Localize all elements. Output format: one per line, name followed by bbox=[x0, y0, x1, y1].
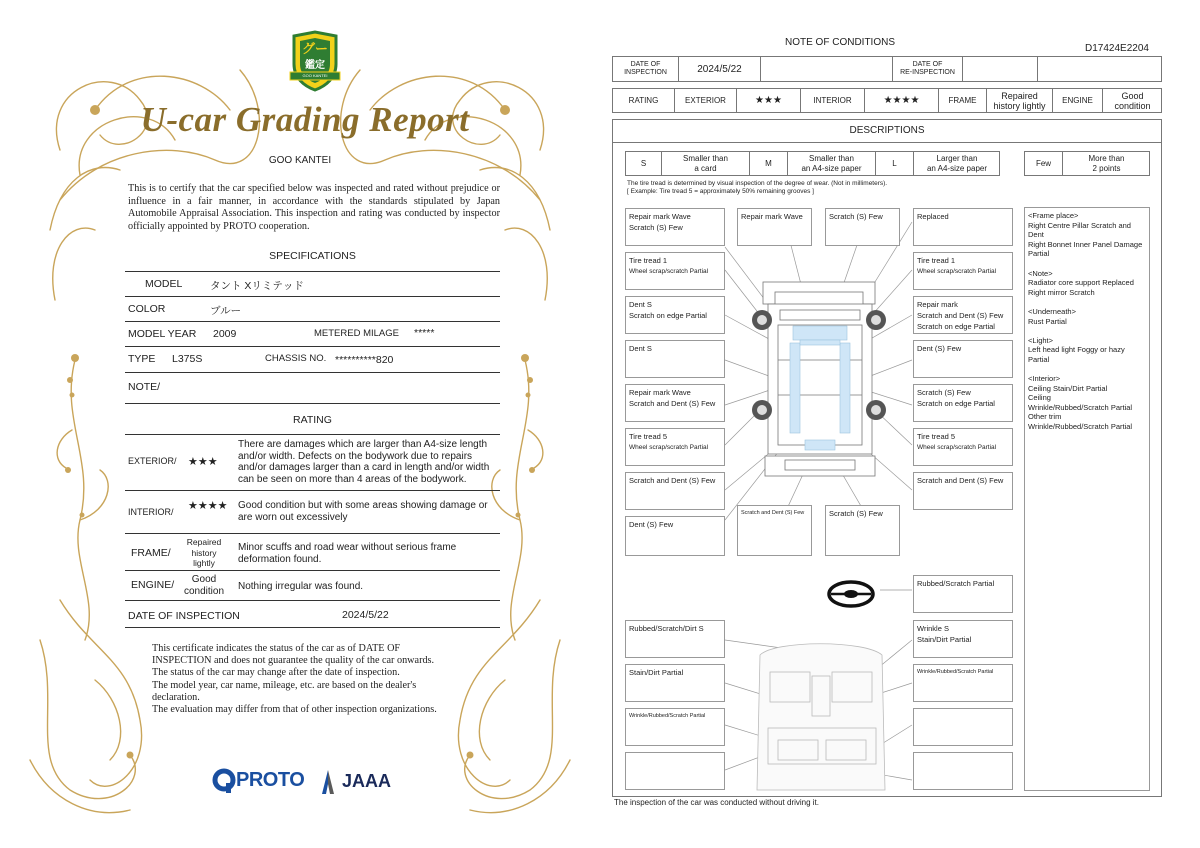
note-box bbox=[913, 296, 1013, 334]
legend-few: Few bbox=[1025, 152, 1063, 175]
legend-line: Smaller than bbox=[683, 154, 728, 163]
footer-line: This certificate indicates the status of the car as of DATE OF bbox=[152, 643, 401, 654]
legend-line: an A4-size paper bbox=[801, 163, 862, 173]
note-line: Scratch (S) Few bbox=[629, 223, 683, 232]
exterior-label: EXTERIOR/ bbox=[128, 456, 177, 466]
summary-line: Wrinkle/Rubbed/Scratch Partial bbox=[1028, 422, 1133, 432]
descriptions-heading: DESCRIPTIONS bbox=[612, 119, 1162, 143]
note-line: Tire tread 5 bbox=[917, 432, 956, 441]
note-line: Wrinkle S bbox=[917, 624, 949, 633]
divider bbox=[125, 490, 500, 491]
footer-line: INSPECTION and does not guarantee the quality of the car onwards. bbox=[152, 655, 435, 667]
badge-ribbon: GOO KANTEI bbox=[302, 73, 328, 78]
note-box: Dent (S) Few bbox=[625, 516, 725, 556]
legend-line: an A4-size paper bbox=[926, 163, 988, 173]
metered-mileage-label: METERED MILAGE bbox=[314, 328, 399, 339]
color-label: COLOR bbox=[128, 303, 166, 315]
rating-heading: RATING bbox=[293, 414, 332, 426]
specifications-heading: SPECIFICATIONS bbox=[269, 250, 356, 262]
note-line: Wheel scrap/scratch Partial bbox=[917, 444, 997, 451]
model-year-label: MODEL YEAR bbox=[128, 328, 197, 340]
summary-line: Ceiling bbox=[1028, 393, 1051, 403]
sheet-title: NOTE OF CONDITIONS bbox=[785, 37, 895, 48]
report-subtitle: GOO KANTEI bbox=[268, 155, 332, 166]
divider bbox=[125, 271, 500, 272]
conditions-summary bbox=[1024, 207, 1150, 791]
note-box bbox=[625, 752, 725, 790]
summary-line: <Interior> bbox=[1028, 374, 1061, 384]
summary-line: <Note> bbox=[1028, 268, 1053, 278]
value-line: history lightly bbox=[993, 100, 1046, 111]
chassis-label: CHASSIS NO. bbox=[265, 353, 327, 364]
note-box bbox=[913, 428, 1013, 466]
note-box: Stain/Dirt Partial bbox=[625, 664, 725, 702]
note-box bbox=[913, 384, 1013, 422]
summary-line: Ceiling Stain/Dirt Partial bbox=[1028, 383, 1108, 393]
chassis-value: **********820 bbox=[335, 354, 394, 366]
frame-value bbox=[180, 537, 228, 569]
interior-stars: ★★★★ bbox=[188, 500, 228, 512]
tire-note-line: The tire tread is determined by visual inspection of the degree of wear. (Not in millimeters). bbox=[627, 180, 888, 187]
note-box bbox=[913, 252, 1013, 290]
jaaa-logo-text: JAAA bbox=[342, 771, 392, 791]
divider bbox=[125, 627, 500, 628]
frame-value-line: Repaired bbox=[186, 537, 222, 547]
model-value: タント Xリミテッド bbox=[210, 280, 304, 292]
model-year-value: 2009 bbox=[213, 328, 237, 340]
engine-value-line: Good bbox=[191, 574, 217, 585]
legend-m: M bbox=[750, 152, 788, 175]
legend-line: More than bbox=[1088, 154, 1125, 163]
note-of-conditions-sheet bbox=[600, 0, 1200, 848]
value-line: Repaired bbox=[1001, 90, 1038, 101]
note-line: Tire tread 1 bbox=[917, 256, 956, 265]
note-line: Wheel scrap/scratch Partial bbox=[917, 268, 997, 275]
divider bbox=[125, 296, 500, 297]
summary-line: Right Bonnet Inner Panel Damage Partial bbox=[1028, 239, 1143, 259]
metered-mileage-value: ***** bbox=[414, 327, 435, 339]
note-box: Rubbed/Scratch/Dirt S bbox=[625, 620, 725, 658]
note-box: Repair mark Wave bbox=[737, 208, 812, 246]
note-box: Scratch and Dent (S) Few bbox=[737, 505, 812, 556]
frame-description: Minor scuffs and road wear without serious frame deformation found. bbox=[238, 542, 457, 565]
note-box: Replaced bbox=[913, 208, 1013, 246]
rating-label: RATING bbox=[613, 89, 675, 112]
interior-stars: ★★★★ bbox=[865, 89, 939, 112]
label-line: INSPECTION bbox=[624, 69, 667, 76]
badge-text-top: グー bbox=[301, 41, 328, 56]
value-line: Good bbox=[1121, 90, 1144, 101]
note-line: Tire tread 5 bbox=[629, 432, 668, 441]
note-box: Dent (S) Few bbox=[913, 340, 1013, 378]
note-box: Rubbed/Scratch Partial bbox=[913, 575, 1013, 613]
summary-line: Wrinkle/Rubbed/Scratch Partial bbox=[1028, 402, 1133, 412]
note-line: Repair mark Wave bbox=[629, 212, 691, 221]
note-box: Scratch (S) Few bbox=[825, 208, 900, 246]
footer-line: declaration. bbox=[152, 691, 200, 703]
type-value: L375S bbox=[172, 353, 203, 365]
report-title: U-car Grading Report bbox=[140, 100, 470, 139]
note-line: Wheel scrap/scratch Partial bbox=[629, 444, 709, 451]
footer-line: The model year, car name, mileage, etc. are based on the dealer's bbox=[152, 679, 417, 691]
summary-line: <Underneath> bbox=[1028, 306, 1076, 316]
summary-line: <Light> bbox=[1028, 335, 1054, 345]
note-line: Repair mark Wave bbox=[629, 388, 691, 397]
frame-value-line: lightly bbox=[193, 558, 215, 568]
note-box bbox=[625, 252, 725, 290]
engine-label: ENGINE/ bbox=[131, 579, 175, 591]
summary-line: Right mirror Scratch bbox=[1028, 287, 1095, 297]
footer-line: The evaluation may differ from that of other inspection organizations. bbox=[152, 704, 437, 716]
type-label: TYPE bbox=[128, 353, 156, 365]
frame-label: FRAME/ bbox=[131, 547, 171, 559]
divider bbox=[125, 533, 500, 534]
note-line: Scratch and Dent (S) Few bbox=[629, 399, 716, 408]
certificate-footer bbox=[152, 643, 482, 716]
note-label: NOTE/ bbox=[128, 381, 161, 393]
steering-wheel-icon bbox=[829, 582, 873, 606]
legend-line: 2 points bbox=[1092, 163, 1121, 173]
engine-description: Nothing irregular was found. bbox=[238, 581, 364, 592]
model-label: MODEL bbox=[145, 278, 183, 290]
note-line: Tire tread 1 bbox=[629, 256, 668, 265]
note-line: Dent S bbox=[629, 300, 652, 309]
note-box bbox=[625, 384, 725, 422]
note-box bbox=[625, 208, 725, 246]
note-line: Scratch on edge Partial bbox=[629, 311, 707, 320]
note-box: Scratch (S) Few bbox=[825, 505, 900, 556]
legend-line: Smaller than bbox=[809, 154, 854, 163]
note-line: Wheel scrap/scratch Partial bbox=[629, 268, 709, 275]
value-line: condition bbox=[1114, 100, 1151, 111]
engine-value bbox=[180, 574, 228, 598]
exterior-label: EXTERIOR bbox=[675, 89, 737, 112]
interior-label: INTERIOR bbox=[801, 89, 865, 112]
certificate-intro: This is to certify that the car specified below was inspected and rated without prejudice or influence in a fair manner, in accordance with the standards stipulated by Japan Automobile Appraisal Association. This inspection and rating was conducted by inspector officially appointed by PROTO cooperation. bbox=[128, 183, 500, 232]
badge-text-bottom: 鑑定 bbox=[305, 60, 325, 71]
divider bbox=[125, 570, 500, 571]
note-line: Scratch (S) Few bbox=[917, 388, 971, 397]
exterior-stars: ★★★ bbox=[188, 456, 218, 468]
jaaa-logo-icon bbox=[318, 768, 338, 796]
date-of-inspection-value: 2024/5/22 bbox=[342, 609, 389, 621]
divider bbox=[125, 321, 500, 322]
proto-logo-icon bbox=[212, 768, 236, 794]
date-of-inspection-value: 2024/5/22 bbox=[679, 57, 761, 81]
label-line: DATE OF bbox=[912, 61, 943, 68]
summary-line: Other trim bbox=[1028, 412, 1062, 422]
label-line: DATE OF bbox=[630, 61, 661, 68]
car-interior-outline bbox=[757, 644, 885, 790]
interior-label: INTERIOR/ bbox=[128, 507, 174, 517]
engine-value-line: condition bbox=[183, 586, 225, 597]
exterior-stars: ★★★ bbox=[737, 89, 801, 112]
legend-line: a card bbox=[694, 163, 717, 173]
note-box bbox=[913, 708, 1013, 746]
frame-label: FRAME bbox=[939, 89, 987, 112]
divider bbox=[125, 600, 500, 601]
note-box: Scratch and Dent (S) Few bbox=[625, 472, 725, 510]
proto-logo-text: PROTO bbox=[236, 769, 305, 791]
note-box bbox=[913, 752, 1013, 790]
sheet-footer: The inspection of the car was conducted without driving it. bbox=[614, 798, 819, 807]
summary-line: Left head light Foggy or hazy Partial bbox=[1028, 345, 1125, 364]
summary-line: Radiator core support Replaced bbox=[1028, 278, 1134, 288]
note-box bbox=[625, 296, 725, 334]
interior-description: Good condition but with some areas showing damage or are worn out excessively bbox=[238, 500, 488, 523]
note-line: Repair mark bbox=[917, 300, 958, 309]
divider bbox=[125, 372, 500, 373]
note-box: Wrinkle/Rubbed/Scratch Partial bbox=[625, 708, 725, 746]
note-box bbox=[625, 428, 725, 466]
note-line: Stain/Dirt Partial bbox=[917, 635, 972, 644]
label-line: RE-INSPECTION bbox=[900, 69, 955, 76]
note-line: Scratch on edge Partial bbox=[917, 399, 995, 408]
summary-line: Rust Partial bbox=[1028, 316, 1067, 326]
frame-value-line: history bbox=[191, 547, 217, 558]
date-of-inspection-label: DATE OF INSPECTION bbox=[128, 610, 240, 622]
document-id: D17424E2204 bbox=[1085, 43, 1149, 54]
summary-line: <Frame place> bbox=[1028, 211, 1079, 220]
note-line: Scratch and Dent (S) Few bbox=[917, 311, 1004, 320]
note-box: Dent S bbox=[625, 340, 725, 378]
engine-label: ENGINE bbox=[1053, 89, 1103, 112]
footer-line: The status of the car may change after the date of inspection. bbox=[152, 667, 400, 679]
note-line: Scratch on edge Partial bbox=[917, 322, 995, 331]
note-box: Scratch and Dent (S) Few bbox=[913, 472, 1013, 510]
note-box bbox=[913, 620, 1013, 658]
note-box: Wrinkle/Rubbed/Scratch Partial bbox=[913, 664, 1013, 702]
legend-s: S bbox=[626, 152, 662, 175]
exterior-description: There are damages which are larger than A4-size length and/or width. Defects on the bodywork due to repairs and/or damages larger than a card in length and/or width can be seen on more than 4 areas of the bodywork. bbox=[238, 439, 490, 485]
color-value: ブルー bbox=[210, 305, 242, 317]
summary-line: Right Centre Pillar Scratch and Dent bbox=[1028, 220, 1131, 240]
tire-note-line: [ Example: Tire tread 5 = approximately 50% remaining grooves ] bbox=[627, 188, 814, 195]
divider bbox=[125, 403, 500, 404]
legend-l: L bbox=[876, 152, 914, 175]
legend-line: Larger than bbox=[936, 154, 978, 163]
divider bbox=[125, 434, 500, 435]
divider bbox=[125, 346, 500, 347]
